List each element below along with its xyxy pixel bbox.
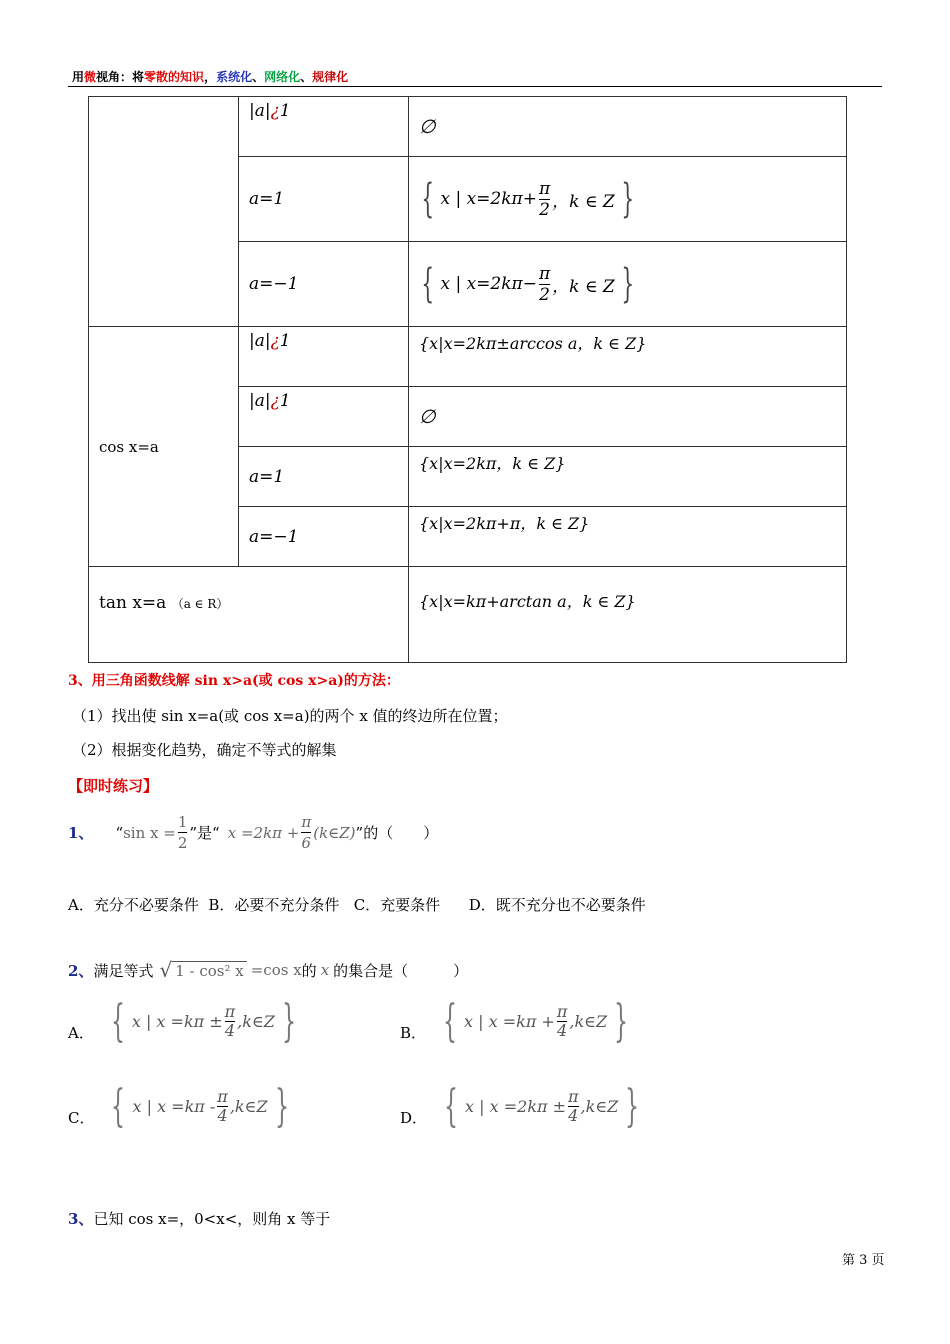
answer-options: A．充分不必要条件 B．必要不充分条件 C．充要条件 D．既不充分也不必要条件 xyxy=(68,896,646,914)
option-label: B． xyxy=(400,1024,427,1042)
set-expr: ,k∈Z xyxy=(569,1012,608,1031)
denominator: 2 xyxy=(539,199,550,220)
option-set xyxy=(104,1080,295,1132)
solution-cell xyxy=(409,387,847,447)
numerator: π xyxy=(538,178,551,199)
solution-text: {x|x=2kπ，k ∈ Z} xyxy=(419,454,566,473)
set-expr: ,k∈Z xyxy=(580,1097,619,1116)
condition-cell xyxy=(239,242,409,327)
cos-label-cell xyxy=(89,327,239,567)
set-expr: ,k∈Z xyxy=(237,1012,275,1031)
set-expr: x | x=2kπ− xyxy=(440,274,537,294)
question-number: 3、 xyxy=(68,1210,94,1228)
header-part: 用 xyxy=(72,70,85,84)
right-brace-icon: } xyxy=(281,995,296,1047)
fraction xyxy=(225,1003,236,1040)
math-expr: (k∈Z) xyxy=(313,823,356,842)
header-part: 、 xyxy=(300,70,313,84)
right-brace-icon: } xyxy=(621,176,634,222)
page-number: 第 3 页 xyxy=(842,1253,885,1268)
header-part: 、 xyxy=(252,70,265,84)
set-expr: x | x =kπ - xyxy=(132,1097,216,1116)
solution-cell xyxy=(409,567,847,663)
solution-cell xyxy=(409,157,847,242)
option-set xyxy=(104,995,303,1047)
sin-label-cell xyxy=(89,97,239,327)
question-2 xyxy=(68,958,468,982)
header-divider xyxy=(68,86,882,87)
numerator: π xyxy=(556,1002,568,1021)
header-part: 规律化 xyxy=(312,70,349,84)
set-expr: x | x =2kπ ± xyxy=(465,1097,567,1116)
header-part: 系统化 xyxy=(216,70,253,84)
question-tail: ”的（ ） xyxy=(355,824,439,842)
question-number: 1、 xyxy=(68,824,94,842)
left-brace-icon: { xyxy=(421,261,435,307)
numerator: π xyxy=(568,1087,579,1106)
option-set xyxy=(437,1080,646,1132)
section-title: 3、用三角函数线解 sin x>a(或 cos x>a)的方法： xyxy=(68,673,400,689)
equation-label: cos x=a xyxy=(99,437,159,456)
numerator: π xyxy=(224,1002,236,1021)
option-label: A． xyxy=(68,1024,94,1042)
denominator: 4 xyxy=(217,1106,228,1125)
fraction xyxy=(557,1003,568,1040)
right-brace-icon: } xyxy=(625,1080,640,1132)
condition-text: a=1 xyxy=(249,189,285,209)
question-text: 的 xyxy=(301,961,317,980)
header-part: 零散的知识 xyxy=(144,70,205,84)
math-expr: =cos x xyxy=(250,961,302,979)
radicand: 1 - cos² x xyxy=(172,961,247,980)
header-part: 视角：将 xyxy=(96,70,145,84)
condition-cell xyxy=(239,387,409,447)
page-header xyxy=(72,68,348,85)
option-a[interactable] xyxy=(68,995,303,1047)
left-brace-icon: { xyxy=(110,995,125,1047)
header-part: 网络化 xyxy=(264,70,301,84)
denominator: 4 xyxy=(568,1106,579,1125)
quote-mark: “ xyxy=(115,823,124,842)
right-brace-icon: } xyxy=(274,1080,289,1132)
fraction xyxy=(178,812,188,853)
solution-cell xyxy=(409,507,847,567)
question-text: 满足等式 xyxy=(93,961,154,980)
set-expr: ,k∈Z xyxy=(229,1097,268,1116)
solution-text: ∅ xyxy=(419,405,436,428)
set-expr: ，k ∈ Z xyxy=(552,191,615,212)
denominator: 4 xyxy=(557,1021,568,1040)
method-step: （1）找出使 sin x=a(或 cos x=a)的两个 x 值的终边所在位置； xyxy=(72,707,508,725)
solution-text: {x|x=2kπ±arccos a，k ∈ Z} xyxy=(419,334,647,353)
set-expr: ，k ∈ Z xyxy=(552,276,615,297)
connector-text: ”是“ xyxy=(189,824,220,842)
option-c[interactable] xyxy=(68,1080,296,1132)
math-expr: sin x = xyxy=(123,823,176,842)
condition-text: |a|¿1 xyxy=(249,331,291,351)
question-text: 的集合是（ ） xyxy=(333,961,469,980)
solution-set xyxy=(409,261,846,307)
denominator: 6 xyxy=(301,834,312,852)
denominator: 4 xyxy=(224,1021,235,1040)
solution-text: {x|x=kπ+arctan a，k ∈ Z} xyxy=(419,591,636,611)
condition-cell xyxy=(239,507,409,567)
option-set xyxy=(436,995,635,1047)
fraction xyxy=(301,812,311,853)
question-1 xyxy=(68,812,438,853)
condition-cell xyxy=(239,97,409,157)
set-expr: x | x =kπ + xyxy=(464,1012,555,1031)
question-3 xyxy=(68,1208,330,1229)
left-brace-icon: { xyxy=(443,995,458,1047)
option-b[interactable] xyxy=(400,995,635,1047)
left-brace-icon: { xyxy=(111,1080,126,1132)
tan-label-cell xyxy=(89,567,409,663)
option-label: C． xyxy=(68,1109,95,1127)
math-expr: x =2kπ + xyxy=(227,823,300,842)
fraction xyxy=(539,179,550,220)
method-step: （2）根据变化趋势，确定不等式的解集 xyxy=(72,741,337,759)
header-part: ， xyxy=(204,70,217,84)
solution-set xyxy=(409,176,846,222)
option-label: D． xyxy=(400,1109,428,1127)
header-part: 微 xyxy=(84,70,97,84)
condition-cell xyxy=(239,327,409,387)
solution-cell xyxy=(409,327,847,387)
right-brace-icon: } xyxy=(614,995,629,1047)
math-var: x xyxy=(320,961,330,979)
solution-cell xyxy=(409,97,847,157)
condition-text: a=1 xyxy=(249,466,285,487)
solution-table xyxy=(88,96,847,663)
set-expr: x | x=2kπ+ xyxy=(440,189,537,209)
fraction xyxy=(539,264,550,305)
sqrt-icon: √ xyxy=(159,958,173,982)
practice-heading: 【即时练习】 xyxy=(68,777,159,795)
numerator: 1 xyxy=(177,813,188,831)
denominator: 2 xyxy=(539,284,550,305)
numerator: π xyxy=(301,813,312,831)
option-d[interactable] xyxy=(400,1080,646,1132)
left-brace-icon: { xyxy=(444,1080,459,1132)
set-expr: x | x =kπ ± xyxy=(131,1012,223,1031)
condition-text: |a|¿1 xyxy=(249,391,291,411)
solution-text: {x|x=2kπ+π，k ∈ Z} xyxy=(419,514,590,533)
condition-cell xyxy=(239,157,409,242)
solution-text: ∅ xyxy=(419,115,436,138)
question-text: 已知 cos x=，0<x<，则角 x 等于 xyxy=(93,1210,331,1228)
condition-text: a=−1 xyxy=(249,526,299,547)
left-brace-icon: { xyxy=(421,176,435,222)
question-number: 2、 xyxy=(68,961,94,980)
denominator: 2 xyxy=(177,834,188,852)
condition-cell xyxy=(239,447,409,507)
fraction xyxy=(217,1088,228,1125)
condition-text: a=−1 xyxy=(249,274,299,294)
numerator: π xyxy=(217,1087,228,1106)
solution-cell xyxy=(409,242,847,327)
fraction xyxy=(568,1088,579,1125)
right-brace-icon: } xyxy=(621,261,634,307)
condition-text: （a ∈ R） xyxy=(171,596,229,611)
equation-label: tan x=a xyxy=(99,592,167,613)
solution-cell xyxy=(409,447,847,507)
condition-text: |a|¿1 xyxy=(249,101,291,121)
numerator: π xyxy=(538,263,551,284)
